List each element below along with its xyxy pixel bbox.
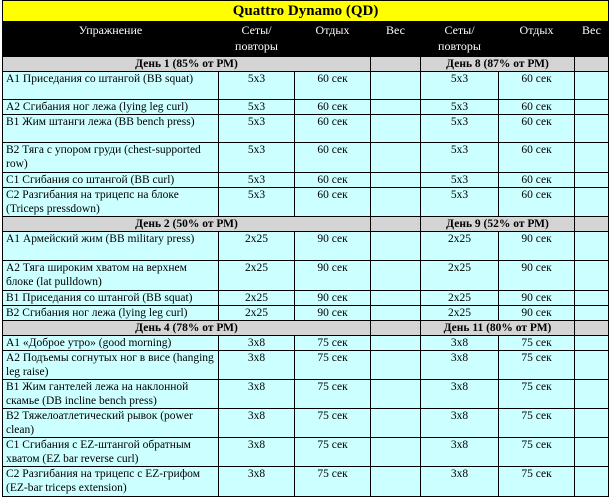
header-rest-left: Отдых xyxy=(295,22,371,57)
sets-left: 3x8 xyxy=(219,409,295,438)
rest-left: 75 сек xyxy=(295,409,371,438)
rest-right: 60 сек xyxy=(499,173,575,188)
rest-left: 60 сек xyxy=(295,100,371,115)
sets-left: 2x25 xyxy=(219,291,295,306)
weight-right[interactable] xyxy=(575,438,609,467)
rest-right: 75 сек xyxy=(499,336,575,351)
weight-right[interactable] xyxy=(575,336,609,351)
sets-left: 5x3 xyxy=(219,72,295,100)
exercise-name: B2 Сгибания ног лежа (lying leg curl) xyxy=(3,306,219,321)
weight-left[interactable] xyxy=(371,72,421,100)
table-row xyxy=(3,72,609,100)
exercise-name: C1 Сгибания со штангой (BB curl) xyxy=(3,173,219,188)
weight-right[interactable] xyxy=(575,72,609,100)
weight-left[interactable] xyxy=(371,409,421,438)
exercise-name: B1 Приседания со штангой (BB squat) xyxy=(3,291,219,306)
table-row xyxy=(3,100,609,115)
rest-left: 75 сек xyxy=(295,380,371,409)
day-header-row xyxy=(3,217,609,232)
weight-left[interactable] xyxy=(371,380,421,409)
rest-left: 90 сек xyxy=(295,291,371,306)
rest-left: 60 сек xyxy=(295,173,371,188)
sets-right: 5x3 xyxy=(421,100,499,115)
day-label-left: День 4 (78% от РМ) xyxy=(3,321,371,336)
weight-left[interactable] xyxy=(371,291,421,306)
sets-right: 3x8 xyxy=(421,380,499,409)
sets-right: 5x3 xyxy=(421,143,499,173)
rest-left: 75 сек xyxy=(295,351,371,380)
rest-right: 60 сек xyxy=(499,143,575,173)
rest-left: 90 сек xyxy=(295,232,371,261)
header-rest-right: Отдых xyxy=(499,22,575,57)
weight-right[interactable] xyxy=(575,115,609,143)
sets-left: 5x3 xyxy=(219,188,295,217)
table-row xyxy=(3,351,609,380)
exercise-name: A1 «Доброе утро» (good morning) xyxy=(3,336,219,351)
rest-right: 60 сек xyxy=(499,115,575,143)
weight-right[interactable] xyxy=(575,232,609,261)
weight-left[interactable] xyxy=(371,115,421,143)
sets-right: 2x25 xyxy=(421,261,499,291)
day-header-row xyxy=(3,321,609,336)
rest-left: 75 сек xyxy=(295,467,371,497)
day-label-left: День 2 (50% от РМ) xyxy=(3,217,371,232)
sets-right: 3x8 xyxy=(421,438,499,467)
table-row xyxy=(3,173,609,188)
exercise-name: B1 Жим штанги лежа (BB bench press) xyxy=(3,115,219,143)
day-blank-cell xyxy=(575,217,609,232)
table-row xyxy=(3,409,609,438)
rest-right: 60 сек xyxy=(499,72,575,100)
table-row xyxy=(3,261,609,291)
sets-left: 3x8 xyxy=(219,438,295,467)
table-row xyxy=(3,115,609,143)
sets-left: 2x25 xyxy=(219,232,295,261)
weight-left[interactable] xyxy=(371,173,421,188)
sets-left: 5x3 xyxy=(219,100,295,115)
weight-right[interactable] xyxy=(575,100,609,115)
exercise-name: A2 Подъемы согнутых ног в висе (hanging leg raise) xyxy=(3,351,219,380)
day-blank-cell xyxy=(575,321,609,336)
rest-left: 90 сек xyxy=(295,261,371,291)
rest-right: 90 сек xyxy=(499,291,575,306)
rest-left: 75 сек xyxy=(295,336,371,351)
sets-right: 5x3 xyxy=(421,115,499,143)
exercise-name: A1 Приседания со штангой (BB squat) xyxy=(3,72,219,100)
day-blank-cell xyxy=(371,57,421,72)
exercise-name: A2 Тяга широким хватом на верхнем блоке (lat pulldown) xyxy=(3,261,219,291)
rest-right: 75 сек xyxy=(499,467,575,497)
weight-right[interactable] xyxy=(575,143,609,173)
rest-right: 75 сек xyxy=(499,351,575,380)
rest-right: 90 сек xyxy=(499,232,575,261)
header-sets-left: Сеты/ повторы xyxy=(219,22,295,57)
sets-left: 5x3 xyxy=(219,115,295,143)
weight-right[interactable] xyxy=(575,173,609,188)
weight-left[interactable] xyxy=(371,351,421,380)
rest-right: 60 сек xyxy=(499,100,575,115)
rest-right: 75 сек xyxy=(499,438,575,467)
exercise-name: A1 Армейский жим (BB military press) xyxy=(3,232,219,261)
weight-left[interactable] xyxy=(371,100,421,115)
day-label-right: День 8 (87% от РМ) xyxy=(421,57,575,72)
table-row xyxy=(3,438,609,467)
weight-left[interactable] xyxy=(371,261,421,291)
sets-left: 3x8 xyxy=(219,467,295,497)
rest-right: 90 сек xyxy=(499,261,575,291)
rest-right: 60 сек xyxy=(499,188,575,217)
workout-table xyxy=(2,0,609,497)
table-row xyxy=(3,467,609,497)
day-blank-cell xyxy=(575,57,609,72)
table-row xyxy=(3,232,609,261)
sets-right: 3x8 xyxy=(421,409,499,438)
sets-left: 3x8 xyxy=(219,351,295,380)
weight-left[interactable] xyxy=(371,188,421,217)
sets-left: 3x8 xyxy=(219,380,295,409)
day-blank-cell xyxy=(371,321,421,336)
weight-right[interactable] xyxy=(575,409,609,438)
exercise-name: C1 Сгибания с EZ-штангой обратным хватом (EZ bar reverse curl) xyxy=(3,438,219,467)
weight-left[interactable] xyxy=(371,336,421,351)
sets-right: 5x3 xyxy=(421,188,499,217)
weight-right[interactable] xyxy=(575,467,609,497)
rest-left: 60 сек xyxy=(295,188,371,217)
program-title: Quattro Dynamo (QD) xyxy=(3,1,609,22)
day-header-row xyxy=(3,57,609,72)
weight-right[interactable] xyxy=(575,351,609,380)
sets-left: 2x25 xyxy=(219,261,295,291)
rest-right: 75 сек xyxy=(499,409,575,438)
rest-left: 75 сек xyxy=(295,438,371,467)
sets-left: 3x8 xyxy=(219,336,295,351)
day-label-right: День 9 (52% от РМ) xyxy=(421,217,575,232)
exercise-name: B2 Тяжелоатлетический рывок (power clean) xyxy=(3,409,219,438)
sets-right: 5x3 xyxy=(421,72,499,100)
day-blank-cell xyxy=(371,217,421,232)
day-label-right: День 11 (80% от РМ) xyxy=(421,321,575,336)
day-label-left: День 1 (85% от РМ) xyxy=(3,57,371,72)
exercise-name: C2 Разгибания на трицепс на блоке (Triceps pressdown) xyxy=(3,188,219,217)
weight-right[interactable] xyxy=(575,306,609,321)
sets-right: 3x8 xyxy=(421,467,499,497)
sets-right: 3x8 xyxy=(421,336,499,351)
header-sets-right: Сеты/ повторы xyxy=(421,22,499,57)
header-weight-left: Вес xyxy=(371,22,421,57)
weight-left[interactable] xyxy=(371,467,421,497)
rest-right: 75 сек xyxy=(499,380,575,409)
table-row xyxy=(3,306,609,321)
weight-right[interactable] xyxy=(575,380,609,409)
sets-right: 3x8 xyxy=(421,351,499,380)
weight-right[interactable] xyxy=(575,188,609,217)
sets-left: 5x3 xyxy=(219,143,295,173)
exercise-name: B2 Тяга с упором груди (chest-supported row) xyxy=(3,143,219,173)
sets-right: 5x3 xyxy=(421,173,499,188)
header-exercise: Упражнение xyxy=(3,22,219,57)
weight-right[interactable] xyxy=(575,291,609,306)
sets-left: 2x25 xyxy=(219,306,295,321)
rest-right: 90 сек xyxy=(499,306,575,321)
table-row xyxy=(3,336,609,351)
rest-left: 60 сек xyxy=(295,72,371,100)
table-row xyxy=(3,380,609,409)
header-weight-right: Вес xyxy=(575,22,609,57)
exercise-name: A2 Сгибания ног лежа (lying leg curl) xyxy=(3,100,219,115)
table-body xyxy=(3,57,609,497)
exercise-name: B1 Жим гантелей лежа на наклонной скамье (DB incline bench press) xyxy=(3,380,219,409)
rest-left: 90 сек xyxy=(295,306,371,321)
weight-left[interactable] xyxy=(371,438,421,467)
weight-right[interactable] xyxy=(575,261,609,291)
sets-left: 5x3 xyxy=(219,173,295,188)
sets-right: 2x25 xyxy=(421,306,499,321)
sets-right: 2x25 xyxy=(421,232,499,261)
exercise-name: C2 Разгибания на трицепс с EZ-грифом (EZ-bar triceps extension) xyxy=(3,467,219,497)
rest-left: 60 сек xyxy=(295,143,371,173)
weight-left[interactable] xyxy=(371,143,421,173)
weight-left[interactable] xyxy=(371,306,421,321)
table-row xyxy=(3,143,609,173)
weight-left[interactable] xyxy=(371,232,421,261)
table-row xyxy=(3,291,609,306)
rest-left: 60 сек xyxy=(295,115,371,143)
sets-right: 2x25 xyxy=(421,291,499,306)
table-row xyxy=(3,188,609,217)
